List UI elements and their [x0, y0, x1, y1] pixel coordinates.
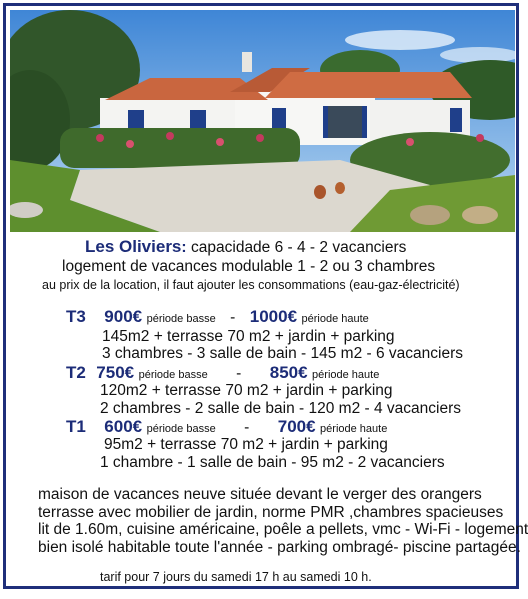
offer-t2-surface: 120m2 + terrasse 70 m2 + jardin + parking [100, 382, 393, 399]
description-line-2: terrasse avec mobilier de jardin, norme PMR ,chambres spacieuses [38, 504, 504, 521]
low-price: 900€ [104, 307, 143, 326]
low-label: période basse [146, 313, 216, 325]
high-label: période haute [320, 423, 388, 435]
price-separator: - [244, 419, 250, 436]
offer-code: T1 [66, 417, 86, 436]
high-price: 850€ [269, 363, 308, 382]
offer-t2-rooms: 2 chambres - 2 salle de bain - 120 m2 - 4 vacanciers [100, 400, 461, 417]
price-separator: - [236, 365, 242, 382]
offer-t1-surface: 95m2 + terrasse 70 m2 + jardin + parking [104, 436, 388, 453]
header-line: Les Oliviers: capacidade 6 - 4 - 2 vacanciers [85, 237, 407, 256]
high-label: période haute [301, 313, 369, 325]
offer-t1-price-line [66, 417, 387, 437]
description-line-1: maison de vacances neuve située devant le verger des orangers [38, 486, 482, 503]
description-line-3: lit de 1.60m, cuisine américaine, poêle a pellets, vmc - Wi-Fi - logement [38, 521, 528, 538]
offer-code: T2 [66, 363, 86, 382]
high-label: période haute [312, 369, 380, 381]
offer-t3-rooms: 3 chambres - 3 salle de bain - 145 m2 - 6 vacanciers [102, 345, 463, 362]
offer-t3-price-line [66, 307, 369, 327]
property-name: Les Oliviers [85, 237, 182, 256]
low-label: période basse [138, 369, 208, 381]
offer-t3-surface: 145m2 + terrasse 70 m2 + jardin + parking [102, 328, 395, 345]
low-price: 750€ [96, 363, 135, 382]
offer-t2-price-line [66, 363, 379, 383]
capacity: capacidade 6 - 4 - 2 vacanciers [191, 239, 407, 256]
offer-t1-rooms: 1 chambre - 1 salle de bain - 95 m2 - 2 vacanciers [100, 454, 445, 471]
villa-photo [10, 10, 515, 232]
price-separator: - [230, 309, 236, 326]
offer-code: T3 [66, 307, 86, 326]
rate-footer: tarif pour 7 jours du samedi 17 h au samedi 10 h. [100, 570, 372, 584]
high-price: 1000€ [249, 307, 298, 326]
low-price: 600€ [104, 417, 143, 436]
high-price: 700€ [277, 417, 316, 436]
description-line-4: bien isolé habitable toute l'année - parking ombragé- piscine partagée. [38, 539, 521, 556]
consumption-note: au prix de la location, il faut ajouter les consommations (eau-gaz-électricité) [42, 278, 460, 292]
subtitle: logement de vacances modulable 1 - 2 ou 3 chambres [62, 258, 436, 275]
low-label: période basse [146, 423, 216, 435]
